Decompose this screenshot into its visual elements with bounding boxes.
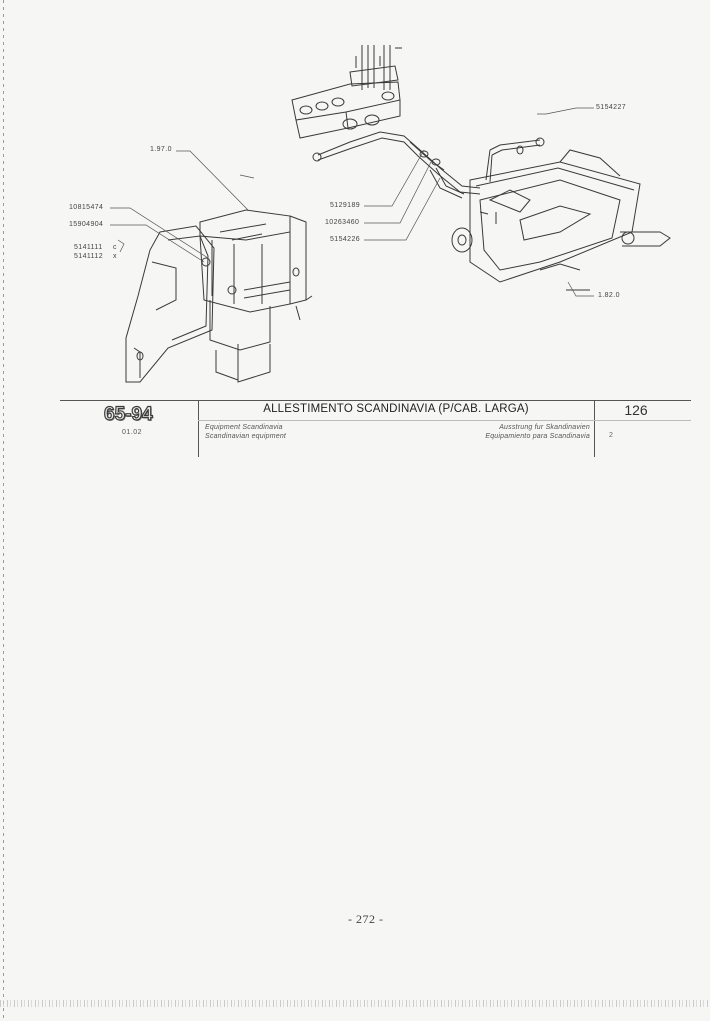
title-block-rule bbox=[594, 420, 691, 421]
subtitle-equipment: Scandinavian equipment bbox=[205, 433, 287, 440]
subtitle-equipment: Equipamiento para Scandinavia bbox=[485, 433, 590, 440]
hydraulic-pipes bbox=[313, 132, 544, 198]
page-title: ALLESTIMENTO SCANDINAVIA (P/CAB. LARGA) bbox=[263, 403, 529, 415]
lift-housing-illustration bbox=[452, 150, 670, 290]
callout-part-number: 5154227 bbox=[596, 104, 627, 111]
cab-bracket-illustration bbox=[126, 210, 312, 382]
callout-part-number: 1.97.0 bbox=[150, 146, 172, 153]
sheet-index: 2 bbox=[609, 432, 613, 439]
exploded-parts-diagram bbox=[0, 0, 710, 400]
control-valve-illustration bbox=[292, 45, 402, 138]
callout-variant-mark: x bbox=[113, 253, 117, 260]
callout-part-number: 10815474 bbox=[69, 204, 104, 211]
callout-part-number: 1.82.0 bbox=[598, 292, 620, 299]
callout-part-number: 5129189 bbox=[330, 202, 361, 209]
page-number: - 272 - bbox=[348, 912, 384, 926]
callout-part-number: 5141112 bbox=[74, 253, 104, 260]
title-block-divider bbox=[594, 400, 595, 457]
callout-variant-mark: c bbox=[113, 244, 117, 251]
subtitle-equipment: Equipment Scandinavia bbox=[205, 424, 283, 431]
callout-part-number: 5154226 bbox=[330, 236, 361, 243]
subtitle-equipment: Ausstrung fur Skandinavien bbox=[499, 424, 590, 431]
title-block-rule bbox=[198, 420, 595, 421]
model-logo: 65-94 bbox=[104, 404, 153, 425]
callout-part-number: 15904904 bbox=[69, 221, 104, 228]
table-code: 126 bbox=[624, 402, 648, 418]
parts-drawing bbox=[0, 0, 710, 400]
callout-part-number: 5141111 bbox=[74, 244, 103, 251]
title-block-divider bbox=[198, 400, 199, 457]
callout-part-number: 10263460 bbox=[325, 219, 360, 226]
scan-artifact-strip bbox=[0, 1000, 710, 1007]
title-block-top-rule bbox=[60, 400, 691, 401]
edition-date: 01.02 bbox=[122, 429, 143, 436]
